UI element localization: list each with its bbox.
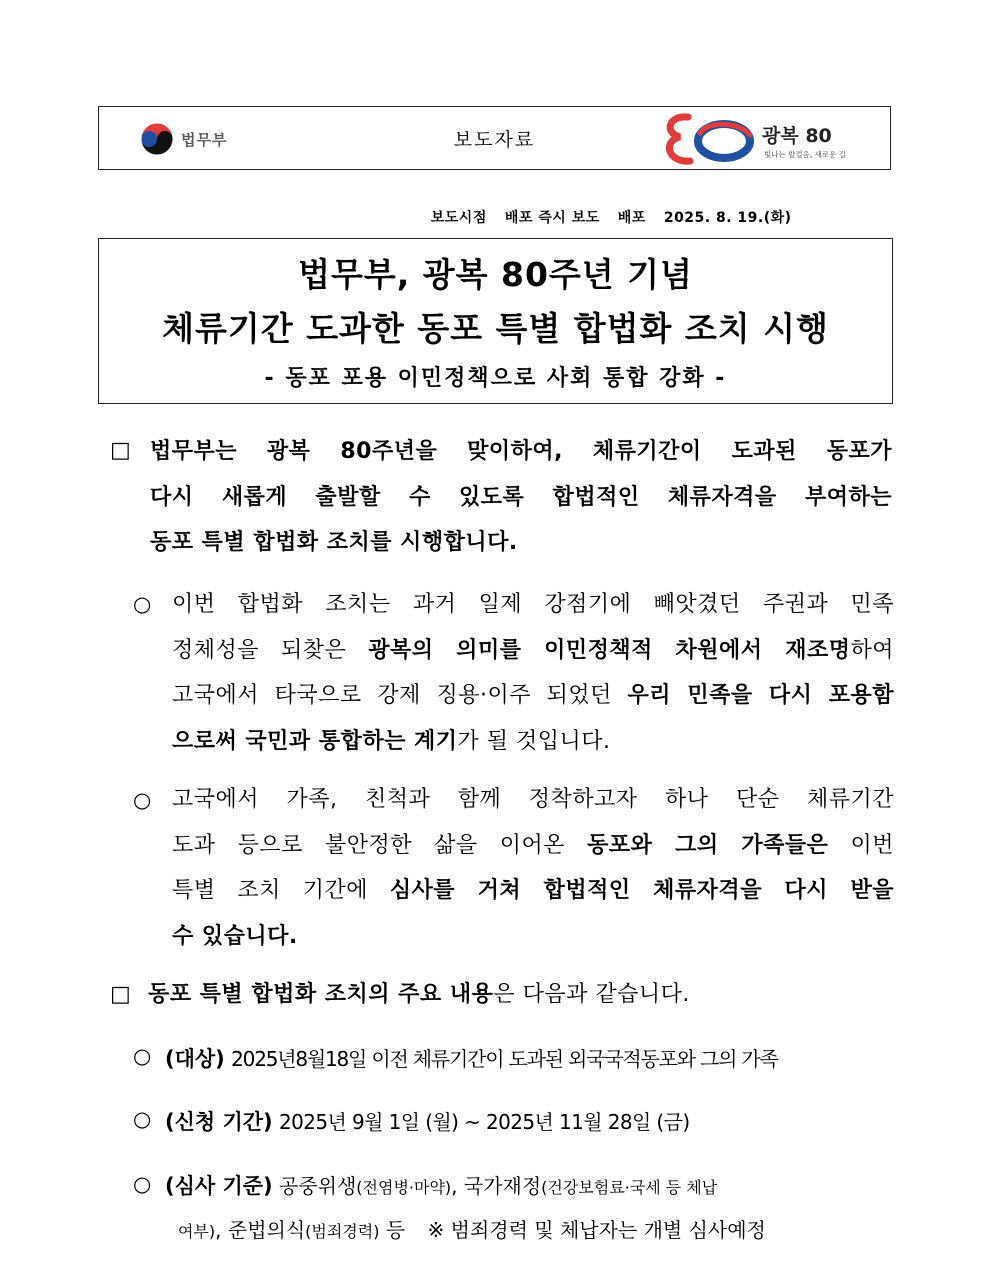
criteria-note: ※ 범죄경력 및 체납자는 개별 심사예정: [427, 1218, 766, 1242]
item-label: (신청 기간): [165, 1110, 273, 1134]
circle-bullet: ○: [133, 1172, 152, 1196]
paragraph-1: [150, 429, 892, 566]
paragraph-3-line-1: 고국에서 가족, 친척과 함께 정착하고자 하나 단순 체류기간: [172, 787, 894, 812]
text-run: 정체성을 되찾은: [172, 637, 369, 663]
paragraph-4-line-1: [148, 972, 890, 1018]
circle-bullet: ○: [133, 788, 152, 812]
text-run: (범죄경력): [305, 1222, 380, 1241]
liberation-80-slogan: 빛나는 발걸음, 새로운 길: [764, 150, 846, 159]
press-release-label: 보도자료: [453, 129, 536, 151]
paragraph-2-line-4: [172, 719, 894, 765]
paragraph-2: [172, 582, 894, 764]
text-run: 도과 등으로 불안정한 삶을 이어온: [172, 832, 588, 858]
text-run: 여부): [178, 1222, 216, 1241]
paragraph-3: [172, 777, 894, 959]
release-timing: 배포 즉시 보도: [504, 210, 600, 226]
item-criteria: [165, 1170, 717, 1200]
emphasis-run: 우리 민족을 다시 포용함: [627, 683, 894, 708]
text-run: 가 될 것입니다.: [457, 728, 611, 754]
text-run: (건강보험료·국세 등 체납: [541, 1178, 718, 1197]
item-label: (심사 기준): [165, 1174, 273, 1198]
item-text: 2025년8월18일 이전 체류기간이 도과된 외국국적동포와 그의 가족: [231, 1047, 778, 1071]
distribution-label: 배포: [617, 210, 646, 226]
release-info: [420, 191, 810, 227]
subheadline: - 동포 포용 이민정책으로 사회 통합 강화 -: [264, 366, 727, 391]
emphasis-run: 동포 특별 합법화 조치의 주요 내용: [148, 982, 494, 1007]
release-label: 보도시점: [430, 210, 487, 226]
paragraph-2-line-3: [172, 673, 894, 719]
emphasis-run: 으로써 국민과 통합하는 계기: [172, 728, 458, 754]
emphasis-run: 광복의 의미를 이민정책적 차원에서 재조명: [368, 637, 851, 663]
item-criteria-continued: [178, 1214, 766, 1243]
paragraph-1-line-2: 다시 새롭게 출발할 수 있도록 합법적인 체류자격을 부여하는: [150, 484, 892, 510]
item-text: 2025년 9월 1일 (월) ~ 2025년 11월 28일 (금): [279, 1110, 690, 1134]
release-date: 2025. 8. 19.(화): [663, 210, 792, 226]
item-label: (대상): [165, 1047, 225, 1071]
title-box: [98, 238, 893, 404]
paragraph-4: [148, 972, 890, 1018]
circle-bullet: ○: [133, 592, 152, 616]
text-run: 공중위생: [279, 1174, 357, 1198]
text-run: 하여: [850, 637, 894, 663]
liberation-80-emblem-icon: [658, 111, 758, 167]
circle-bullet: ○: [133, 1044, 152, 1068]
text-run: , 준법의식: [215, 1218, 306, 1242]
square-bullet: □: [110, 982, 131, 1007]
emphasis-run: 동포와 그의 가족들은: [587, 832, 829, 858]
press-release-header: [98, 106, 891, 170]
emphasis-run: 심사를 거쳐 합법적인 체류자격을 다시 받을: [389, 878, 894, 903]
paragraph-2-line-1: 이번 합법화 조치는 과거 일제 강점기에 빼앗겼던 주권과 민족: [172, 592, 894, 617]
liberation-80-title: 광복 80: [762, 125, 832, 147]
circle-bullet: ○: [133, 1107, 152, 1131]
paragraph-1-line-1: 법무부는 광복 80주년을 맞이하여, 체류기간이 도과된 동포가: [150, 439, 892, 464]
text-run: (전염병·마약): [356, 1178, 452, 1197]
ministry-name: 법무부: [181, 130, 228, 149]
square-bullet: □: [110, 438, 131, 463]
text-run: 특별 조치 기간에: [172, 878, 390, 903]
text-run: , 국가재정: [451, 1174, 542, 1198]
item-target: [165, 1043, 778, 1073]
paragraph-3-line-4: 수 있습니다.: [172, 923, 298, 949]
headline-line-1: 법무부, 광복 80주년 기념: [298, 255, 693, 294]
paragraph-3-line-3: [172, 868, 894, 914]
paragraph-3-line-2: [172, 823, 894, 869]
text-run: 고국에서 타국으로 강제 징용·이주 되었던: [172, 683, 628, 708]
text-run: 이번: [828, 832, 895, 858]
text-run: 등: [379, 1218, 406, 1242]
liberation-80-logo: [658, 111, 870, 167]
paragraph-1-line-3: 동포 특별 합법화 조치를 시행합니다.: [150, 530, 518, 555]
text-run: 은 다음과 같습니다.: [493, 982, 690, 1007]
item-period: [165, 1106, 690, 1136]
headline-line-2: 체류기간 도과한 동포 특별 합법화 조치 시행: [162, 309, 829, 348]
paragraph-2-line-2: [172, 628, 894, 674]
